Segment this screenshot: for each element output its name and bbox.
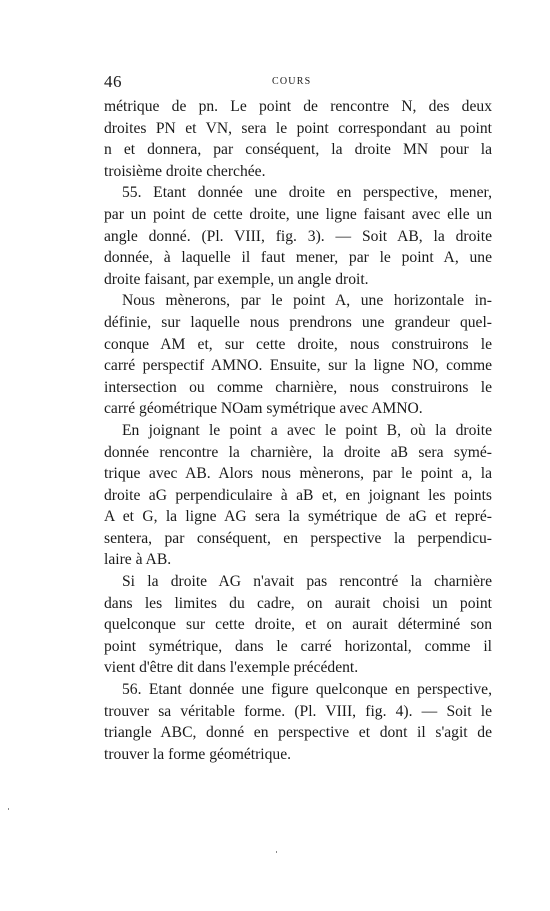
text-line: par un point de cette droite, une ligne faisant avec elle un: [104, 205, 492, 223]
page: [104, 72, 492, 765]
text-line: droite aG perpendiculaire à aB et, en joignant les points: [104, 486, 492, 504]
text-line: angle donné. (Pl. VIII, fig. 3). — Soit AB, la droite: [104, 227, 492, 245]
text-line: trouver sa véritable forme. (Pl. VIII, fig. 4). — Soit le: [104, 702, 492, 720]
paper-speck: [8, 808, 9, 810]
text-line: trique avec AB. Alors nous mènerons, par le point a, la: [104, 465, 492, 483]
text-line: donnée, à laquelle il faut mener, par le point A, une: [104, 249, 492, 267]
text-line: laire à AB.: [104, 551, 172, 569]
text-line: 55. Etant donnée une droite en perspective, mener,: [122, 184, 492, 202]
text-line: triangle ABC, donné en perspective et dont il s'agit de: [104, 724, 492, 742]
text-line: 56. Etant donnée une figure quelconque en perspective,: [122, 681, 492, 699]
page-number: 46: [104, 72, 122, 91]
text-line: donnée rencontre la charnière, la droite aB sera symé-: [104, 443, 492, 461]
body-text: [104, 96, 492, 765]
text-line: dans les limites du cadre, on aurait choisi un point: [104, 594, 492, 612]
text-line: conque AM et, sur cette droite, nous construirons le: [104, 335, 492, 353]
text-line: droite faisant, par exemple, un angle droit.: [104, 270, 369, 288]
text-line: point symétrique, dans le carré horizontal, comme il: [104, 637, 492, 655]
text-line: A et G, la ligne AG sera la symétrique de aG et repré-: [104, 508, 492, 526]
text-line: vient d'être dit dans l'exemple précédent.: [104, 659, 359, 677]
paper-speck: [276, 851, 277, 853]
text-line: trouver la forme géométrique.: [104, 745, 292, 763]
text-line: définie, sur laquelle nous prendrons une grandeur quel-: [104, 313, 492, 331]
page-header: [104, 72, 492, 96]
text-line: troisième droite cherchée.: [104, 162, 266, 180]
text-line: Nous mènerons, par le point A, une horizontale in-: [122, 292, 492, 310]
text-line: droites PN et VN, sera le point correspondant au point: [104, 119, 492, 137]
text-line: En joignant le point a avec le point B, où la droite: [122, 421, 492, 439]
running-head: COURS: [272, 76, 312, 87]
text-line: n et donnera, par conséquent, la droite MN pour la: [104, 141, 492, 159]
text-line: carré géométrique NOam symétrique avec AMNO.: [104, 400, 423, 418]
text-line: Si la droite AG n'avait pas rencontré la charnière: [122, 573, 492, 591]
text-line: métrique de pn. Le point de rencontre N, des deux: [104, 98, 492, 115]
text-line: quelconque sur cette droite, et on aurait déterminé son: [104, 616, 492, 634]
text-line: carré perspectif AMNO. Ensuite, sur la ligne NO, comme: [104, 357, 492, 375]
text-line: sentera, par conséquent, en perspective la perpendicu-: [104, 529, 492, 547]
text-line: intersection ou comme charnière, nous construirons le: [104, 378, 492, 396]
